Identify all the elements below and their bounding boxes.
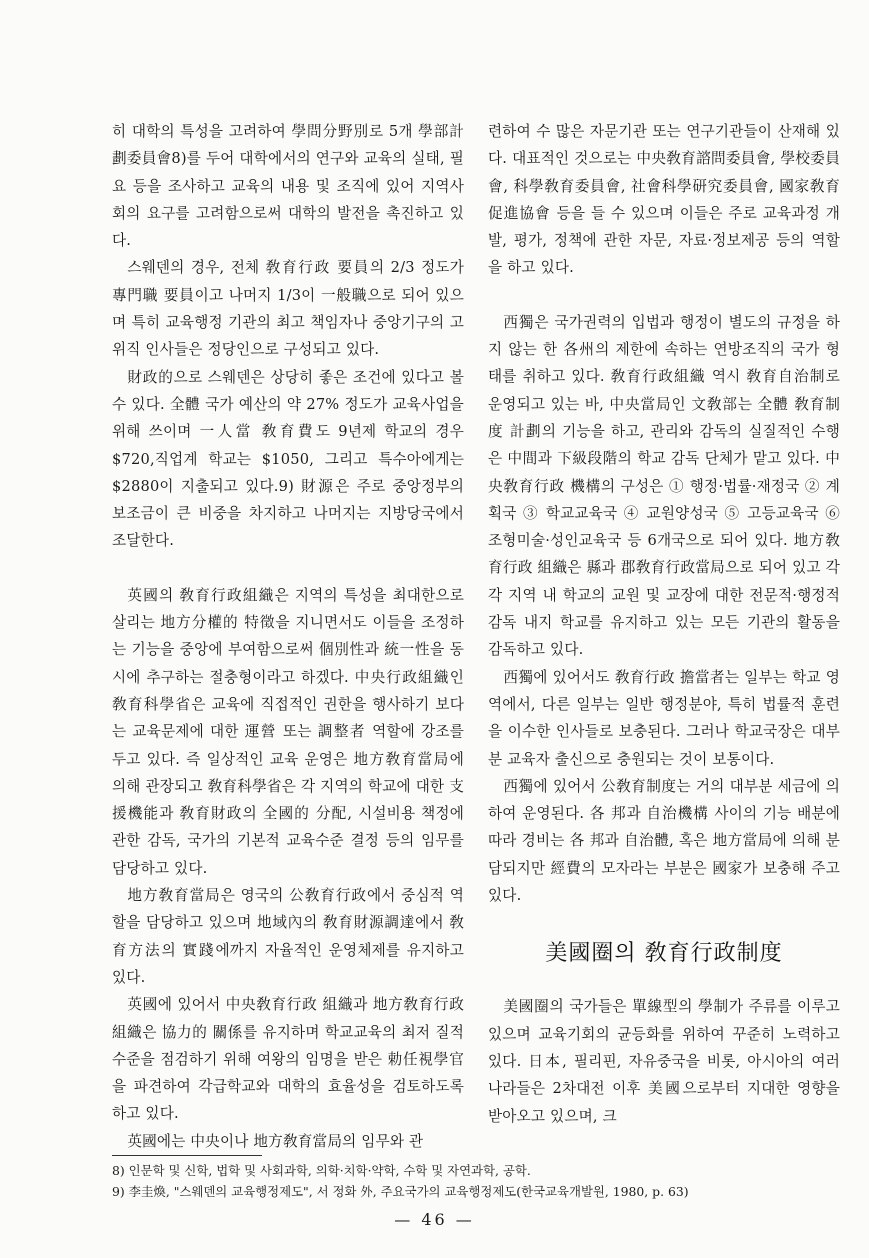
paragraph-left-6: 英國에 있어서 中央敎育行政 組織과 地方敎育行政組織은 協力的 關係를 유지하며 학교교육의 최저 질적 수준을 점검하기 위해 여왕의 임명을 받은 勅任視學官을 파견하여 각급학교와 대학의 효율성을 검토하도록 하고 있다.: [112, 996, 464, 1123]
right-column: [488, 118, 840, 1130]
footnotes: [112, 1160, 852, 1202]
footnote-8: 8) 인문학 및 신학, 법학 및 사회과학, 의학·치학·약학, 수학 및 자연과학, 공학.: [112, 1163, 531, 1178]
page-number: — 46 —: [394, 1210, 475, 1229]
paragraph-right-1: 련하여 수 많은 자문기관 또는 연구기관들이 산재해 있다. 대표적인 것으로는 中央敎育諮問委員會, 學校委員會, 科學敎育委員會, 社會科學研究委員會, 國家敎育促進協會 등을 들 수 있으며 이들은 주로 교육과정 개발, 평가, 정책에 관한 자문, 자료·정보제공 등의 역할을 하고 있다.: [488, 123, 840, 277]
paragraph-right-4: 西獨에 있어서 公敎育制度는 거의 대부분 세금에 의하여 운영된다. 各 邦과 自治機構 사이의 기능 배분에 따라 경비는 各 邦과 自治體, 혹은 地方當局에 의해 분담되지만 經費의 모자라는 부분은 國家가 보충해 주고 있다.: [488, 777, 840, 905]
paragraph-left-3: 財政的으로 스웨덴은 상당히 좋은 조건에 있다고 볼 수 있다. 全體 국가 예산의 약 27% 정도가 교육사업을 위해 쓰이며 一人當 敎育費도 9년제 학교의 경우 $720,직업계 학교는 $1050, 그리고 특수아에게는 $2880이 지출되고 있다.9) 財源은 주로 중앙정부의 보조금이 큰 비중을 차지하고 나머지는 지방당국에서 조달한다.: [112, 368, 464, 550]
paragraph-right-2: 西獨은 국가권력의 입법과 행정이 별도의 규정을 하지 않는 한 各州의 제한에 속하는 연방조직의 국가 형태를 취하고 있다. 敎育行政組織 역시 敎育自治制로 운영되고 있는 바, 中央當局인 文敎部는 全體 敎育制度 計劃의 기능을 하고, 관리와 감독의 실질적인 수행은 中間과 下級段階의 학교 감독 단체가 맡고 있다. 中央敎育行政 機構의 구성은 ① 행정·법률·재정국 ② 계획국 ③ 학교교육국 ④ 교원양성국 ⑤ 고등교육국 ⑥ 조형미술·성인교육국 등 6개국으로 되어 있다. 地方敎育行政 組織은 縣과 郡敎育行政當局으로 되어 있고 각각 지역 내 학교의 교원 및 교장에 대한 전문적·행정적 감독 내지 학교를 유지하고 있는 모든 기관의 활동을 감독하고 있다.: [488, 313, 840, 659]
paragraph-left-2: 스웨덴의 경우, 전체 敎育行政 要員의 2/3 정도가 專門職 要員이고 나머지 1/3이 一般職으로 되어 있으며 특히 교육행정 기관의 최고 책임자나 중앙기구의 고위직 인사들은 정당인으로 구성되고 있다.: [112, 259, 464, 359]
section-gap: [112, 555, 464, 582]
paragraph-left-5: 地方敎育當局은 영국의 公敎育行政에서 중심적 역할을 담당하고 있으며 地域內의 敎育財源調達에서 敎育方法의 實踐에까지 자율적인 운영체제를 유지하고 있다.: [112, 887, 464, 986]
section-heading: 美國圈의 敎育行政制度: [545, 941, 783, 967]
footnote-divider: [112, 1155, 262, 1156]
paragraph-left-4: 英國의 敎育行政組織은 지역의 특성을 최대한으로 살리는 地方分權的 特徵을 지니면서도 이들을 조정하는 기능을 중앙에 부여함으로써 個別性과 統一性을 동시에 추구하는 절충형이라고 하겠다. 中央行政組織인 敎育科學省은 교육에 직접적인 권한을 행사하기 보다는 교육문제에 대한 運營 또는 調整者 역할에 강조를 두고 있다. 즉 일상적인 교육 운영은 地方敎育當局에 의해 관장되고 敎育科學省은 각 지역의 학교에 대한 支援機能과 敎育財政의 全國的 分配, 시설비용 책정에 관한 감독, 국가의 기본적 교육수준 결정 등의 임무를 담당하고 있다.: [112, 586, 464, 877]
paragraph-right-5: 美國圈의 국가들은 單線型의 學制가 주류를 이루고 있으며 교육기회의 균등화를 위하여 꾸준히 노력하고 있다. 日本, 필리핀, 자유중국을 비롯, 아시아의 여러 나라들은 2차대전 이후 美國으로부터 지대한 영향을 받아오고 있으며, 크: [488, 998, 840, 1125]
left-column: [112, 118, 464, 1155]
section-gap: [488, 282, 840, 309]
paragraph-left-1: 히 대학의 특성을 고려하여 學問分野別로 5개 學部計劃委員會8)를 두어 대학에서의 연구와 교육의 실태, 필요 등을 조사하고 교육의 내용 및 조직에 있어 지역사회의 요구를 고려함으로써 대학의 발전을 촉진하고 있다.: [112, 123, 464, 250]
footnote-9: 9) 李圭煥, "스웨덴의 교육행정제도", 서 정화 外, 주요국가의 교육행정제도(한국교육개발원, 1980, p. 63): [112, 1184, 689, 1199]
paragraph-left-7: 英國에는 中央이나 地方敎育當局의 임무와 관: [127, 1132, 424, 1150]
paragraph-right-3: 西獨에 있어서도 敎育行政 擔當者는 일부는 학교 영역에서, 다른 일부는 일반 행정분야, 특히 법률적 훈련을 이수한 인사들로 보충된다. 그러나 학교국장은 대부분 교육자 출신으로 충원되는 것이 보통이다.: [488, 668, 840, 768]
